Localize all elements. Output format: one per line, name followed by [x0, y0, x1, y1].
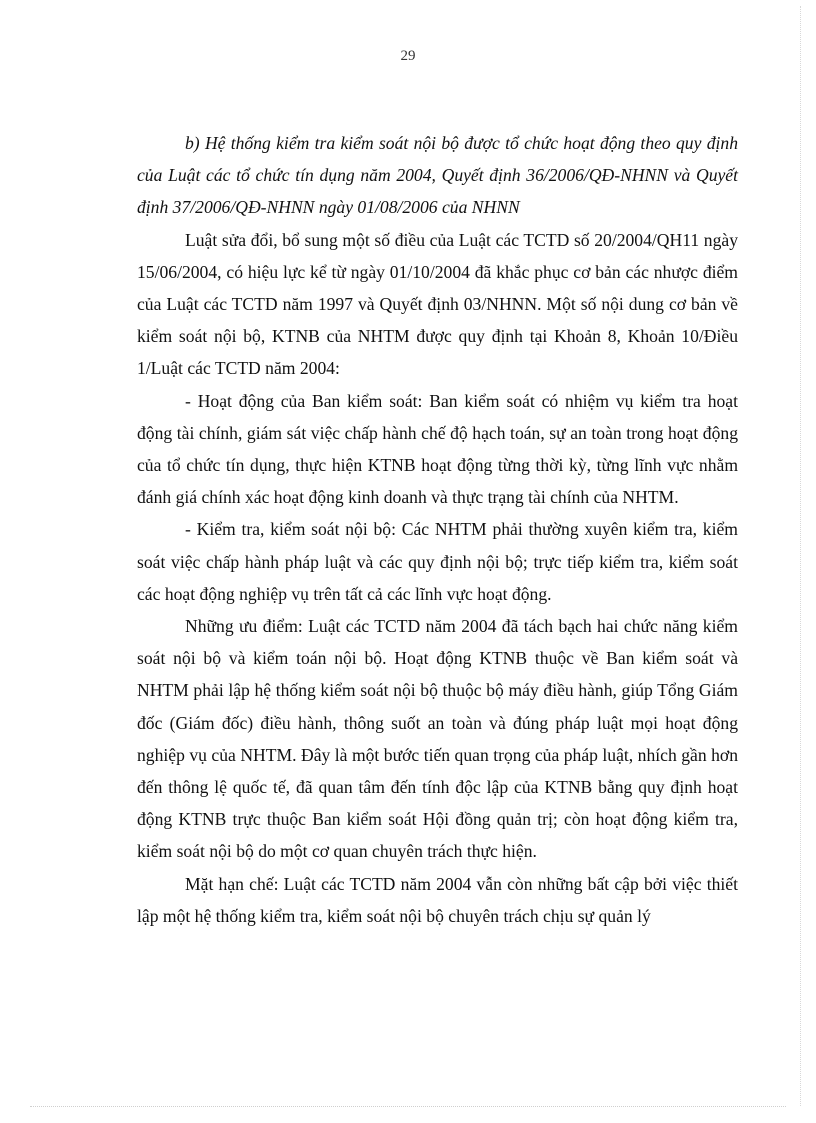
- paragraph-advantages: Những ưu điểm: Luật các TCTD năm 2004 đã tách bạch hai chức năng kiểm soát nội bộ và kiểm toán nội bộ. Hoạt động KTNB thuộc về Ban kiểm soát và NHTM phải lập hệ thống kiểm soát nội bộ thuộc bộ máy điều hành, giúp Tổng Giám đốc (Giám đốc) điều hành, thông suốt an toàn và đúng pháp luật mọi hoạt động nghiệp vụ của NHTM. Đây là một bước tiến quan trọng của pháp luật, nhích gần hơn đến thông lệ quốc tế, đã quan tâm đến tính độc lập của KTNB bằng quy định hoạt động KTNB trực thuộc Ban kiểm soát Hội đồng quản trị; còn hoạt động kiểm tra, kiểm soát nội bộ do một cơ quan chuyên trách thực hiện.: [137, 616, 738, 862]
- page-bottom-rule: [30, 1106, 786, 1107]
- paragraph-supervisory-board: - Hoạt động của Ban kiểm soát: Ban kiểm soát có nhiệm vụ kiểm tra hoạt động tài chính, giám sát việc chấp hành chế độ hạch toán, sự an toàn trong hoạt động của tổ chức tín dụng, thực hiện KTNB hoạt động từng thời kỳ, từng lĩnh vực nhằm đánh giá chính xác hoạt động kinh doanh và thực trạng tài chính của NHTM.: [137, 390, 738, 508]
- page-number: 29: [400, 48, 416, 64]
- page-edge-rule: [800, 6, 801, 1106]
- section-heading: b) Hệ thống kiểm tra kiểm soát nội bộ được tổ chức hoạt động theo quy định của Luật các tổ chức tín dụng năm 2004, Quyết định 36/2006/QĐ-NHNN và Quyết định 37/2006/QĐ-NHNN ngày 01/08/2006 của NHNN: [137, 133, 738, 218]
- paragraph-law-amendment: Luật sửa đổi, bổ sung một số điều của Luật các TCTD số 20/2004/QH11 ngày 15/06/2004, có hiệu lực kể từ ngày 01/10/2004 đã khắc phục cơ bản các nhược điểm của Luật các TCTD năm 1997 và Quyết định 03/NHNN. Một số nội dung cơ bản về kiểm soát nội bộ, KTNB của NHTM được quy định tại Khoản 8, Khoản 10/Điều 1/Luật các TCTD năm 2004:: [137, 229, 738, 379]
- paragraph-limitations: Mặt hạn chế: Luật các TCTD năm 2004 vẫn còn những bất cập bởi việc thiết lập một hệ thống kiểm tra, kiểm soát nội bộ chuyên trách chịu sự quản lý: [137, 873, 738, 926]
- body-text: [137, 127, 738, 932]
- paragraph-internal-control: - Kiểm tra, kiểm soát nội bộ: Các NHTM phải thường xuyên kiểm tra, kiểm soát việc chấp hành pháp luật và các quy định nội bộ; trực tiếp kiểm tra, kiểm soát các hoạt động nghiệp vụ trên tất cả các lĩnh vực hoạt động.: [137, 519, 738, 604]
